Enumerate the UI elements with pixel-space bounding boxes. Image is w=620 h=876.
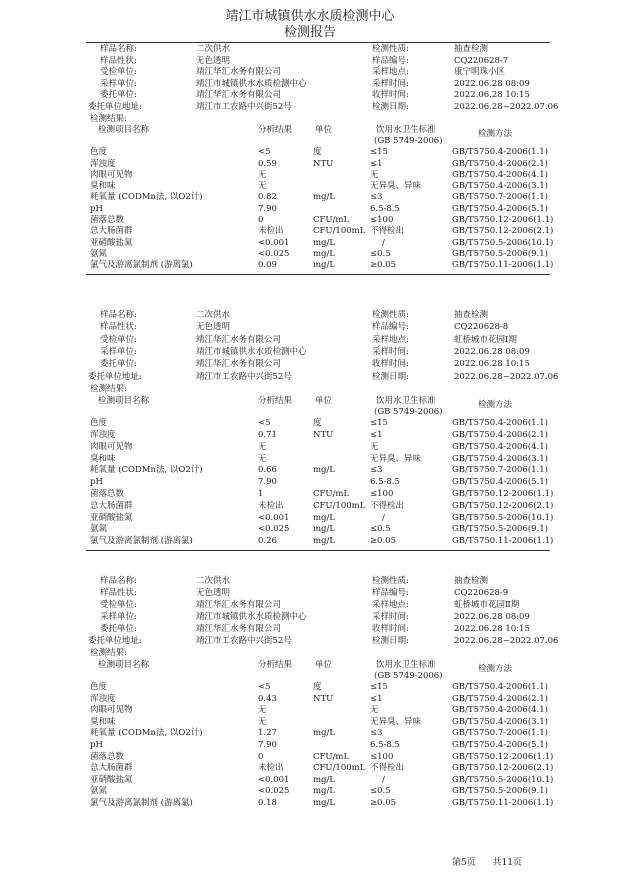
item-result: <0.001 [258,237,290,248]
label-entrust-addr: 委托单位地址: [88,102,142,112]
value-inspected-unit: 靖江华汇水务有限公司 [196,67,282,78]
value-sampling-site: 虹桥城市花园Ⅰ期 [454,334,517,345]
item-unit: NTU [313,693,334,704]
item-name: 浑浊度 [90,693,116,704]
item-name: 亚硝酸盐氮 [90,237,133,248]
item-name: 菌落总数 [90,751,125,762]
col-header-item: 检测项目名称 [98,125,150,136]
item-method: GB/T5750.5-2006(10.1) [452,237,554,248]
page-total: 共11页 [492,858,523,868]
item-method: GB/T5750.4-2006(3.1) [452,716,548,727]
item-unit: mg/L [313,237,336,248]
label-sampling-unit: 采样单位: [100,78,137,89]
value-test-date: 2022.06.28~2022.07.06 [454,102,559,112]
header-rule [86,42,550,43]
page-footer [452,855,536,868]
value-sample-no: CQ220628-8 [454,322,509,333]
label-sample-no: 样品编号: [372,322,409,333]
item-method: GB/T5750.5-2006(10.1) [452,512,554,523]
item-name: 臭和味 [90,181,116,192]
item-result: 0.82 [258,192,277,203]
label-sample-trait: 样品性状: [100,322,137,333]
item-method: GB/T5750.11-2006(1.1) [452,536,554,547]
value-sample-trait: 无色透明 [196,322,231,333]
item-standard: 不得检出 [370,500,405,511]
item-standard: ≤0.5 [370,786,391,797]
item-standard: ≤3 [370,192,383,203]
item-unit: 度 [313,418,322,429]
item-name: 肉眼可见物 [90,441,133,452]
item-unit: CFU/mL [313,751,350,762]
item-method: GB/T5750.4-2006(5.1) [452,740,548,750]
item-method: GB/T5750.4-2006(5.1) [452,477,548,488]
label-sampling-site: 采样地点: [372,600,409,610]
label-entrust-unit: 委托单位: [100,359,137,370]
value-sampling-unit: 靖江市城镇供水水质检测中心 [196,78,307,89]
item-method: GB/T5750.12-2006(1.1) [452,488,554,499]
label-sample-name: 样品名称: [100,310,137,320]
item-unit: mg/L [313,798,336,808]
item-standard: ≤100 [370,215,394,225]
value-sampling-time: 2022.06.28 08:09 [454,612,530,622]
item-method: GB/T5750.11-2006(1.1) [452,260,554,271]
item-unit: CFU/100mL [313,763,366,774]
item-standard: ≤15 [370,682,388,692]
item-method: GB/T5750.12-2006(2.1) [452,763,554,774]
item-standard: ≤1 [370,693,383,704]
item-method: GB/T5750.12-2006(2.1) [452,226,554,237]
item-standard: 无异臭、异味 [370,716,422,727]
item-standard: ≤15 [370,147,388,158]
item-standard: ≤3 [370,728,383,739]
item-result: 7.90 [258,203,277,214]
results-label: 检测结果: [90,383,127,394]
item-name: 浑浊度 [90,429,116,440]
value-sample-trait: 无色透明 [196,55,231,66]
item-name: 色度 [90,147,108,158]
value-sampling-time: 2022.06.28 08:09 [454,346,530,357]
item-standard: 无 [370,441,379,452]
page-number: 第5页 [452,858,476,868]
label-test-nature: 检测性质: [372,310,409,320]
item-standard: 不得检出 [370,226,405,237]
item-result: 无 [258,716,267,727]
item-unit: NTU [313,158,334,169]
item-method: GB/T5750.4-2006(4.1) [452,441,548,452]
value-inspected-unit: 靖江华汇水务有限公司 [196,600,282,610]
item-standard: ≤3 [370,465,383,476]
label-entrust-unit: 委托单位: [100,624,137,634]
item-standard: ≥0.05 [370,536,397,547]
item-result: 0.59 [258,158,277,169]
section-divider [86,274,550,275]
item-standard: 6.5-8.5 [370,477,400,488]
item-unit: mg/L [313,536,336,547]
value-sampling-unit: 靖江市城镇供水水质检测中心 [196,612,307,622]
col-header-standard: 饮用水卫生标准 [376,396,436,407]
item-standard: / [382,512,385,523]
label-sample-name: 样品名称: [100,576,137,586]
item-unit: mg/L [313,260,336,271]
item-name: 氯气及游离氯制剂 (游离氯) [90,536,193,547]
label-entrust-unit: 委托单位: [100,90,137,101]
item-name: 臭和味 [90,453,116,464]
label-sampling-unit: 采样单位: [100,346,137,357]
item-result: 0.18 [258,798,277,808]
item-method: GB/T5750.5-2006(9.1) [452,786,548,797]
value-sampling-site: 虹桥城市花园Ⅱ期 [454,600,520,610]
item-method: GB/T5750.12-2006(2.1) [452,500,554,511]
item-method: GB/T5750.12-2006(1.1) [452,751,554,762]
item-name: 耗氧量 (CODMn法, 以O2计) [90,465,203,476]
label-receive-time: 收样时间: [372,359,409,370]
item-unit: mg/L [313,248,336,259]
item-result: 无 [258,169,267,180]
label-receive-time: 收样时间: [372,90,409,101]
item-name: 色度 [90,418,108,429]
item-unit: NTU [313,429,334,440]
value-test-nature: 抽查检测 [454,44,489,54]
results-label: 检测结果: [90,648,127,658]
item-name: 肉眼可见物 [90,169,133,180]
item-method: GB/T5750.4-2006(1.1) [452,147,548,158]
col-header-standard-code: (GB 5749-2006) [374,136,443,147]
label-entrust-addr: 委托单位地址: [88,636,142,646]
item-name: 总大肠菌群 [90,500,133,511]
value-sample-name: 二次供水 [196,310,231,320]
value-test-nature: 抽查检测 [454,310,489,320]
value-receive-time: 2022.06.28 10:15 [454,90,530,101]
value-entrust-unit: 靖江华汇水务有限公司 [196,359,282,370]
item-name: 氨氮 [90,248,108,259]
col-header-standard: 饮用水卫生标准 [376,660,436,670]
item-standard: 不得检出 [370,763,405,774]
item-standard: 无异臭、异味 [370,453,422,464]
item-standard: / [382,774,385,785]
label-sample-trait: 样品性状: [100,588,137,598]
value-entrust-unit: 靖江华汇水务有限公司 [196,624,282,634]
item-result: 7.90 [258,740,277,750]
item-standard: ≤0.5 [370,248,391,259]
item-unit: mg/L [313,465,336,476]
label-test-date: 检测日期: [372,371,409,382]
item-standard: ≤0.5 [370,524,391,535]
item-unit: 度 [313,147,322,158]
item-unit: mg/L [313,786,336,797]
item-standard: 无异臭、异味 [370,181,422,192]
item-standard: ≤100 [370,488,394,499]
item-unit: CFU/100mL [313,226,366,237]
item-name: pH [90,203,103,214]
label-sampling-time: 采样时间: [372,346,409,357]
item-name: 耗氧量 (CODMn法, 以O2计) [90,728,203,739]
item-standard: 无 [370,705,379,716]
col-header-result: 分析结果 [258,396,293,407]
item-method: GB/T5750.4-2006(2.1) [452,429,548,440]
item-name: 氨氮 [90,524,108,535]
item-result: <5 [258,682,271,692]
item-result: <0.025 [258,248,290,259]
item-standard: ≤100 [370,751,394,762]
item-method: GB/T5750.4-2006(4.1) [452,705,548,716]
value-sampling-site: 康宁明珠小区 [454,67,506,78]
col-header-standard: 饮用水卫生标准 [376,125,436,136]
item-method: GB/T5750.7-2006(1.1) [452,465,548,476]
item-name: pH [90,740,103,750]
label-inspected-unit: 受检单位: [100,67,137,78]
value-test-date: 2022.06.28~2022.07.06 [454,371,559,382]
value-sample-name: 二次供水 [196,576,231,586]
item-result: 0.71 [258,429,277,440]
item-name: pH [90,477,103,488]
item-unit: mg/L [313,524,336,535]
item-method: GB/T5750.5-2006(10.1) [452,774,554,785]
item-method: GB/T5750.11-2006(1.1) [452,798,554,808]
item-unit: CFU/100mL [313,500,366,511]
item-name: 臭和味 [90,716,116,727]
label-sample-trait: 样品性状: [100,55,137,66]
item-name: 氯气及游离氯制剂 (游离氯) [90,260,193,271]
item-method: GB/T5750.4-2006(2.1) [452,693,548,704]
item-method: GB/T5750.5-2006(9.1) [452,524,548,535]
item-result: 未检出 [258,226,284,237]
item-result: <0.025 [258,786,290,797]
item-unit: 度 [313,682,322,692]
item-unit: mg/L [313,192,336,203]
report-org-title: 靖江市城镇供水水质检测中心 [225,9,395,24]
col-header-standard-code: (GB 5749-2006) [374,407,443,418]
item-method: GB/T5750.4-2006(3.1) [452,181,548,192]
value-receive-time: 2022.06.28 10:15 [454,624,530,634]
report-subtitle: 检测报告 [283,25,336,40]
item-result: 7.90 [258,477,277,488]
label-sampling-time: 采样时间: [372,78,409,89]
label-sampling-site: 采样地点: [372,67,409,78]
item-method: GB/T5750.7-2006(1.1) [452,728,548,739]
item-result: 0 [258,751,264,762]
item-name: 菌落总数 [90,488,125,499]
label-sampling-time: 采样时间: [372,612,409,622]
item-name: 亚硝酸盐氮 [90,774,133,785]
label-sampling-site: 采样地点: [372,334,409,345]
col-header-standard-code: (GB 5749-2006) [374,671,443,681]
value-entrust-unit: 靖江华汇水务有限公司 [196,90,282,101]
results-label: 检测结果: [90,113,127,124]
item-standard: 6.5-8.5 [370,203,400,214]
value-test-date: 2022.06.28~2022.07.06 [454,636,559,646]
item-name: 氨氮 [90,786,108,797]
item-result: 0.09 [258,260,277,271]
item-result: <0.025 [258,524,290,535]
item-standard: ≤1 [370,429,383,440]
value-sample-trait: 无色透明 [196,588,231,598]
value-entrust-addr: 靖江市工农路中兴街52号 [196,636,292,646]
col-header-item: 检测项目名称 [98,660,150,670]
item-result: 无 [258,181,267,192]
item-result: 未检出 [258,763,284,774]
label-receive-time: 收样时间: [372,624,409,634]
item-result: <0.001 [258,512,290,523]
item-standard: 无 [370,169,379,180]
item-standard: 6.5-8.5 [370,740,400,750]
item-standard: / [382,237,385,248]
value-sample-name: 二次供水 [196,44,231,54]
label-test-nature: 检测性质: [372,44,409,54]
value-sampling-unit: 靖江市城镇供水水质检测中心 [196,346,307,357]
col-header-result: 分析结果 [258,660,293,670]
item-name: 氯气及游离氯制剂 (游离氯) [90,798,193,808]
item-name: 浑浊度 [90,158,116,169]
item-result: <5 [258,418,271,429]
col-header-result: 分析结果 [258,125,293,136]
value-sample-no: CQ220628-7 [454,55,509,66]
col-header-method: 检测方法 [478,400,513,411]
label-sample-no: 样品编号: [372,588,409,598]
label-test-date: 检测日期: [372,636,409,646]
item-name: 肉眼可见物 [90,705,133,716]
item-unit: mg/L [313,774,336,785]
item-result: 0 [258,215,264,225]
item-unit: mg/L [313,512,336,523]
item-result: 0.26 [258,536,277,547]
value-test-nature: 抽查检测 [454,576,489,586]
item-method: GB/T5750.12-2006(1.1) [452,215,554,225]
label-entrust-addr: 委托单位地址: [88,371,142,382]
label-sampling-unit: 采样单位: [100,612,137,622]
col-header-method: 检测方法 [478,129,513,140]
item-name: 菌落总数 [90,215,125,225]
value-entrust-addr: 靖江市工农路中兴街52号 [196,102,292,112]
col-header-method: 检测方法 [478,664,513,674]
item-unit: mg/L [313,728,336,739]
item-result: 0.66 [258,465,277,476]
label-test-nature: 检测性质: [372,576,409,586]
item-result: 无 [258,441,267,452]
value-entrust-addr: 靖江市工农路中兴街52号 [196,371,292,382]
item-result: 未检出 [258,500,284,511]
item-method: GB/T5750.4-2006(4.1) [452,169,548,180]
item-method: GB/T5750.4-2006(3.1) [452,453,548,464]
item-result: 无 [258,705,267,716]
item-name: 色度 [90,682,108,692]
col-header-unit: 单位 [315,660,333,670]
item-method: GB/T5750.5-2006(9.1) [452,248,548,259]
item-method: GB/T5750.7-2006(1.1) [452,192,548,203]
col-header-unit: 单位 [315,396,333,407]
section-divider [86,550,550,551]
item-standard: ≥0.05 [370,260,397,271]
item-result: 1.27 [258,728,277,739]
label-sample-name: 样品名称: [100,44,137,54]
label-inspected-unit: 受检单位: [100,334,137,345]
value-inspected-unit: 靖江华汇水务有限公司 [196,334,282,345]
item-name: 总大肠菌群 [90,226,133,237]
item-name: 耗氧量 (CODMn法, 以O2计) [90,192,203,203]
label-test-date: 检测日期: [372,102,409,112]
item-standard: ≥0.05 [370,798,397,808]
item-method: GB/T5750.4-2006(2.1) [452,158,548,169]
label-inspected-unit: 受检单位: [100,600,137,610]
item-result: 0.43 [258,693,277,704]
item-method: GB/T5750.4-2006(1.1) [452,682,548,692]
item-result: 无 [258,453,267,464]
item-unit: CFU/mL [313,215,350,225]
item-result: <5 [258,147,271,158]
item-method: GB/T5750.4-2006(5.1) [452,203,548,214]
item-name: 总大肠菌群 [90,763,133,774]
col-header-item: 检测项目名称 [98,396,150,407]
item-unit: CFU/mL [313,488,350,499]
item-result: 1 [258,488,264,499]
item-standard: ≤1 [370,158,383,169]
value-sampling-time: 2022.06.28 08:09 [454,78,530,89]
item-name: 亚硝酸盐氮 [90,512,133,523]
col-header-unit: 单位 [315,125,333,136]
value-receive-time: 2022.06.28 10:15 [454,359,530,370]
item-result: <0.001 [258,774,290,785]
label-sample-no: 样品编号: [372,55,409,66]
item-standard: ≤15 [370,418,388,429]
item-method: GB/T5750.4-2006(1.1) [452,418,548,429]
value-sample-no: CQ220628-9 [454,588,509,598]
